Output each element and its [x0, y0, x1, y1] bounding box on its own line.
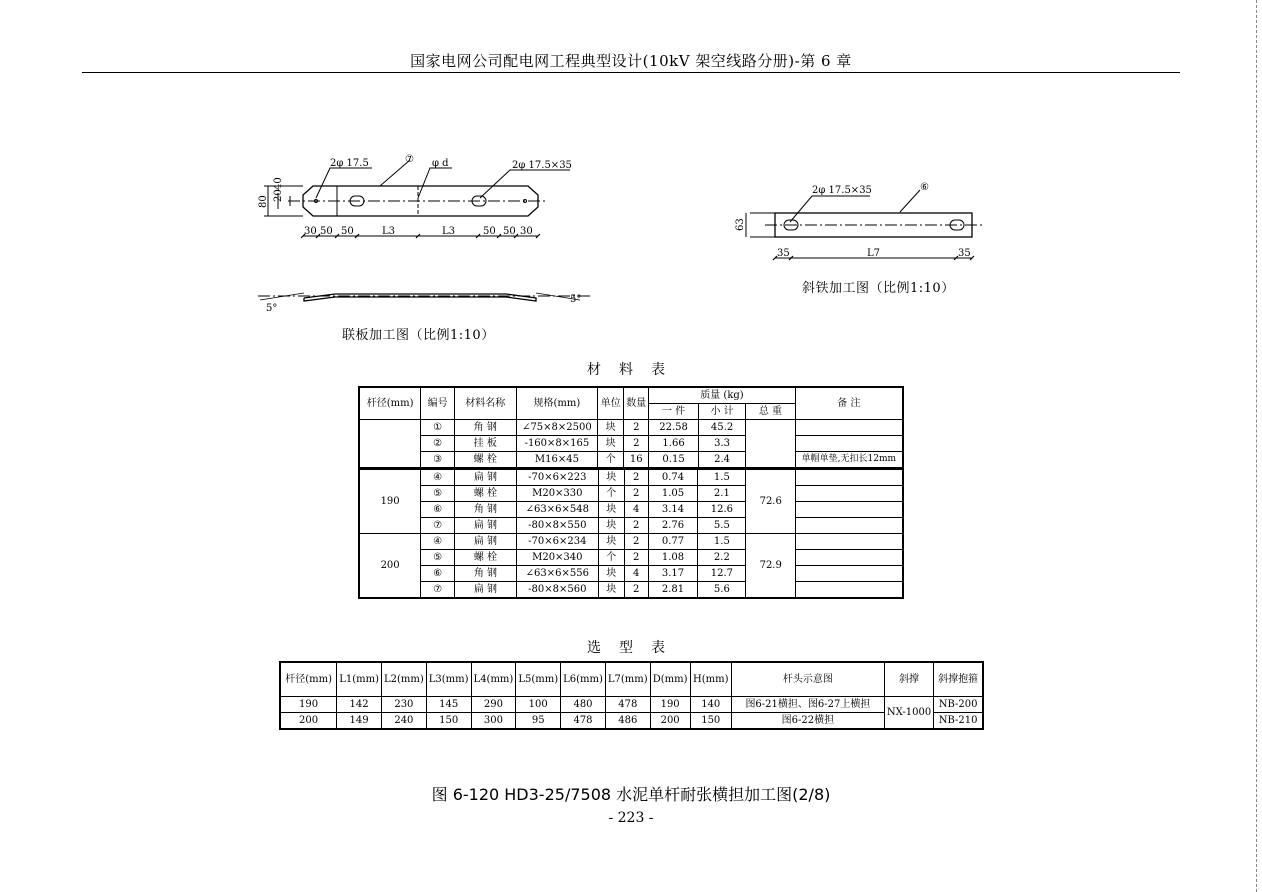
table-cell: 挂 板 — [454, 436, 516, 452]
hdr-spec: 规格(mm) — [516, 387, 598, 420]
dim-50a: 50 — [320, 226, 333, 237]
selection-header-row — [280, 662, 983, 696]
dim-hole-right: 2φ 17.5×35 — [812, 185, 872, 196]
table-row — [359, 518, 903, 534]
table-cell — [796, 470, 903, 486]
table-cell: 478 — [561, 712, 606, 729]
table-cell: 角 钢 — [455, 502, 517, 518]
dim-angle-left: 5° — [266, 303, 278, 314]
table-cell: 200 — [650, 712, 690, 729]
table-cell: 块 — [598, 470, 624, 486]
table-cell: 2.2 — [698, 550, 746, 566]
hdr-name: 材料名称 — [454, 387, 516, 420]
table-row — [359, 436, 903, 452]
oblique-iron-caption: 斜铁加工图（比例1:10） — [802, 281, 955, 296]
table-cell: L5(mm) — [516, 662, 561, 696]
hdr-mass: 质量 (kg) — [649, 387, 795, 404]
table-cell: 螺 栓 — [455, 486, 517, 502]
link-plate-caption: 联板加工图（比例1:10） — [342, 328, 495, 343]
table-cell: M20×330 — [516, 486, 598, 502]
hdr-qty: 数量 — [624, 387, 649, 420]
table-cell: 3.14 — [648, 502, 698, 518]
table-cell: 5.5 — [698, 518, 746, 534]
table-cell: -70×6×223 — [516, 470, 598, 486]
dim-L7: L7 — [867, 248, 881, 259]
table-cell — [796, 486, 903, 502]
table-cell: 145 — [426, 696, 471, 712]
table-cell — [359, 420, 421, 469]
table-cell: 2 — [624, 470, 648, 486]
table-cell: 2.76 — [648, 518, 698, 534]
table-cell: 2 — [624, 550, 648, 566]
hdr-remark: 备 注 — [795, 387, 903, 420]
table-cell: 2.4 — [698, 452, 745, 469]
table-cell: D(mm) — [650, 662, 690, 696]
page-number: - 223 - — [608, 810, 654, 826]
table-cell: 0.74 — [648, 470, 698, 486]
table-cell: 12.7 — [698, 566, 746, 582]
table-row — [359, 452, 903, 469]
materials-table-groups — [358, 469, 904, 599]
table-cell — [796, 502, 903, 518]
table-cell: -160×8×165 — [516, 436, 598, 452]
materials-table — [358, 386, 904, 469]
table-cell: 个 — [598, 486, 624, 502]
table-cell: 扁 钢 — [455, 518, 517, 534]
table-row — [359, 582, 903, 599]
table-cell: 486 — [605, 712, 650, 729]
table-cell: ② — [421, 436, 455, 452]
table-cell: L3(mm) — [426, 662, 471, 696]
table-cell: 扁 钢 — [455, 582, 517, 599]
dim-50d: 50 — [503, 226, 516, 237]
total-200: 72.9 — [746, 534, 796, 599]
dim-35a: 35 — [777, 248, 790, 259]
table-cell: ⑦ — [421, 518, 455, 534]
table-row — [359, 502, 903, 518]
dim-hole1: 2φ 17.5 — [330, 158, 369, 169]
table-cell: 块 — [598, 436, 624, 452]
table-cell: 45.2 — [698, 420, 745, 436]
table-row — [359, 486, 903, 502]
table-cell: 块 — [598, 566, 624, 582]
table-cell: 2 — [624, 582, 648, 599]
table-cell: 100 — [516, 696, 561, 712]
table-cell: M20×340 — [516, 550, 598, 566]
table-cell: ③ — [421, 452, 455, 469]
table-cell: 290 — [471, 696, 516, 712]
table-cell: NB-200 — [934, 696, 983, 712]
table-cell: 200 — [280, 712, 337, 729]
table-cell: 190 — [650, 696, 690, 712]
table-cell — [796, 582, 903, 599]
table-cell: 2 — [624, 436, 649, 452]
table-cell: 230 — [381, 696, 426, 712]
dim-50b: 50 — [341, 226, 354, 237]
table-cell: 杆头示意图 — [731, 662, 884, 696]
dim-h80: 80 — [258, 195, 269, 208]
table-cell: -80×8×560 — [516, 582, 598, 599]
table-cell: 图6-22横担 — [731, 712, 884, 729]
table-cell: 块 — [598, 518, 624, 534]
table-cell: 2 — [624, 518, 648, 534]
table-cell: ④ — [421, 470, 455, 486]
table-cell: 斜撑 — [884, 662, 933, 696]
selection-table-title: 选型表 — [587, 640, 683, 656]
table-cell: 螺 栓 — [454, 452, 516, 469]
table-cell: 190 — [280, 696, 337, 712]
table-cell: 150 — [690, 712, 731, 729]
materials-table-title: 材料表 — [587, 362, 683, 378]
materials-header-row — [359, 387, 903, 404]
table-cell: 扁 钢 — [455, 534, 517, 550]
technical-drawings — [0, 0, 1262, 360]
dim-h40: 40 — [273, 177, 284, 190]
table-cell: 块 — [598, 502, 624, 518]
table-cell: 3.17 — [648, 566, 698, 582]
pole-200: 200 — [359, 534, 421, 599]
table-cell: 4 — [624, 566, 648, 582]
table-cell: 杆径(mm) — [280, 662, 337, 696]
table-cell: 1.08 — [648, 550, 698, 566]
figure-caption: 图 6-120 HD3-25/7508 水泥单杆耐张横担加工图(2/8) — [431, 785, 831, 804]
table-row — [359, 420, 903, 436]
table-cell: ⑥ — [421, 502, 455, 518]
table-cell — [796, 550, 903, 566]
table-cell: 0.15 — [649, 452, 699, 469]
table-cell: 角 钢 — [455, 566, 517, 582]
table-row — [359, 566, 903, 582]
table-cell — [796, 518, 903, 534]
table-cell: 单帽单垫,无扣长12mm — [795, 452, 903, 469]
table-row — [359, 534, 903, 550]
table-cell: ⑤ — [421, 550, 455, 566]
page-header: 国家电网公司配电网工程典型设计(10kV 架空线路分册)-第 6 章 — [410, 52, 852, 70]
table-cell: 1.5 — [698, 534, 746, 550]
link-plate-side-view — [304, 294, 536, 301]
table-cell: 个 — [598, 452, 624, 469]
table-cell: 2.1 — [698, 486, 746, 502]
table-cell — [746, 420, 795, 469]
table-cell: ∠63×6×548 — [516, 502, 598, 518]
table-cell: 2 — [624, 420, 649, 436]
table-cell: 1.05 — [648, 486, 698, 502]
hdr-each: 一 件 — [649, 404, 699, 420]
table-row — [359, 470, 903, 486]
table-cell: 图6-21横担、图6-27上横担 — [731, 696, 884, 712]
dim-phi: φ d — [432, 158, 449, 169]
table-cell: 149 — [337, 712, 382, 729]
table-cell: 16 — [624, 452, 649, 469]
table-cell: L6(mm) — [561, 662, 606, 696]
table-cell: 扁 钢 — [455, 470, 517, 486]
table-cell: 150 — [426, 712, 471, 729]
table-cell: ④ — [421, 534, 455, 550]
table-cell: 1.5 — [698, 470, 746, 486]
table-cell — [796, 566, 903, 582]
table-cell: 478 — [605, 696, 650, 712]
dim-30a: 30 — [304, 226, 317, 237]
table-cell: 斜撑抱箍 — [934, 662, 983, 696]
dim-L3b: L3 — [442, 226, 456, 237]
table-cell: 140 — [690, 696, 731, 712]
table-cell — [795, 420, 903, 436]
selection-table — [279, 661, 984, 730]
table-cell: 角 钢 — [454, 420, 516, 436]
table-cell: 1.66 — [649, 436, 699, 452]
table-cell: 22.58 — [649, 420, 699, 436]
table-cell: 240 — [381, 712, 426, 729]
table-cell: H(mm) — [690, 662, 731, 696]
table-cell: ⑦ — [421, 582, 455, 599]
dim-h63: 63 — [735, 218, 746, 231]
table-cell: 480 — [561, 696, 606, 712]
dim-L3a: L3 — [382, 226, 396, 237]
table-row — [359, 550, 903, 566]
hdr-no: 编号 — [421, 387, 455, 420]
table-cell: M16×45 — [516, 452, 598, 469]
table-cell: ∠63×6×556 — [516, 566, 598, 582]
table-cell: 块 — [598, 582, 624, 599]
dim-angle-right: 5° — [570, 294, 582, 305]
table-cell: 3.3 — [698, 436, 745, 452]
hdr-sub: 小 计 — [698, 404, 745, 420]
table-cell: L7(mm) — [605, 662, 650, 696]
table-cell: ⑤ — [421, 486, 455, 502]
table-row — [280, 712, 983, 729]
table-cell: 块 — [598, 420, 624, 436]
table-cell: 块 — [598, 534, 624, 550]
table-cell: NB-210 — [934, 712, 983, 729]
table-cell: 4 — [624, 502, 648, 518]
brace-cell: NX-1000 — [884, 696, 933, 729]
table-cell: ∠75×8×2500 — [516, 420, 598, 436]
table-cell: -70×6×234 — [516, 534, 598, 550]
table-cell: 300 — [471, 712, 516, 729]
table-cell — [795, 436, 903, 452]
table-cell: -80×8×550 — [516, 518, 598, 534]
table-cell: 螺 栓 — [455, 550, 517, 566]
dim-part7: ⑦ — [405, 154, 414, 165]
table-cell: L4(mm) — [471, 662, 516, 696]
total-190: 72.6 — [746, 470, 796, 534]
dim-h20: 20 — [273, 189, 284, 202]
dim-50c: 50 — [483, 226, 496, 237]
table-cell: 12.6 — [698, 502, 746, 518]
table-cell: L2(mm) — [381, 662, 426, 696]
hdr-unit: 单位 — [598, 387, 624, 420]
pole-190: 190 — [359, 470, 421, 534]
dim-30b: 30 — [520, 226, 533, 237]
table-cell: 142 — [337, 696, 382, 712]
dim-35b: 35 — [958, 248, 971, 259]
table-cell: 2 — [624, 486, 648, 502]
table-cell: 个 — [598, 550, 624, 566]
dim-part6: ⑥ — [920, 182, 929, 193]
dim-hole2: 2φ 17.5×35 — [512, 160, 572, 171]
table-cell: 0.77 — [648, 534, 698, 550]
table-cell — [796, 534, 903, 550]
table-row — [280, 696, 983, 712]
table-cell: 5.6 — [698, 582, 746, 599]
table-cell: L1(mm) — [337, 662, 382, 696]
table-cell: ① — [421, 420, 455, 436]
hdr-pole: 杆径(mm) — [359, 387, 421, 420]
table-cell: 2 — [624, 534, 648, 550]
table-cell: 95 — [516, 712, 561, 729]
table-cell: ⑥ — [421, 566, 455, 582]
hdr-total: 总 重 — [746, 404, 795, 420]
table-cell: 2.81 — [648, 582, 698, 599]
